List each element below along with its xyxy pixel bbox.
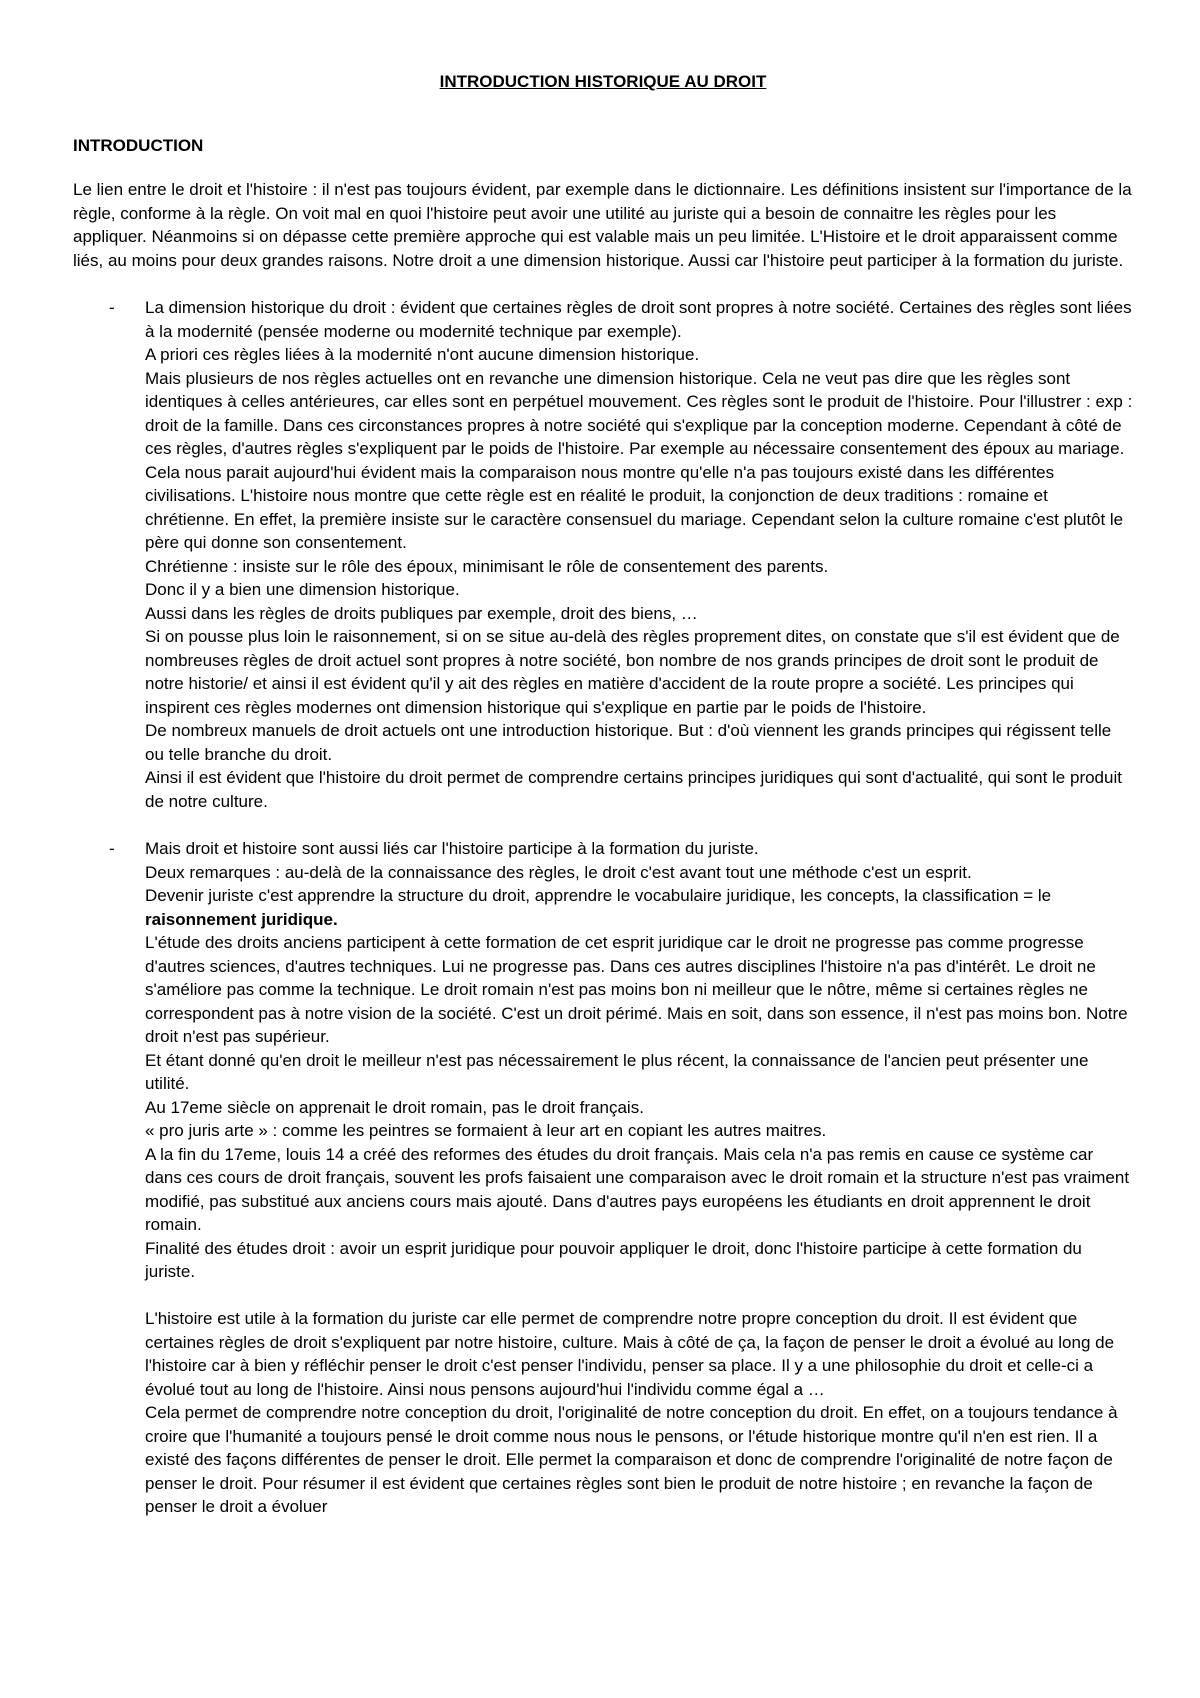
document-title: INTRODUCTION HISTORIQUE AU DROIT <box>439 72 767 91</box>
bullet1-line: Mais plusieurs de nos règles actuelles ont en revanche une dimension historique. Cela ne veut pas dire que les règles sont identiques à celles antérieures, car elles sont en perpétuel mouvement. Ces règles sont le produit de l'histoire. Pour l'illustrer : exp : droit de la famille. Dans ces circonstances propres à notre société qui s'explique par la conception moderne. Cependant à côté de ces règles, d'autres règles s'expliquent par le poids de l'histoire. Par exemple au nécessaire consentement des époux au mariage. Cela nous parait aujourd'hui évident mais la comparaison nous montre qu'elle n'a pas toujours existé dans les différentes civilisations. L'histoire nous montre que cette règle est en réalité le produit, la conjonction de deux traditions : romaine et chrétienne. En effet, la première insiste sur le caractère consensuel du mariage. Cependant selon la culture romaine c'est plutôt le père qui donne son consentement. <box>145 368 1133 552</box>
bullet1-line: Aussi dans les règles de droits publiques par exemple, droit des biens, … <box>145 603 698 623</box>
bullet1-line: Chrétienne : insiste sur le rôle des époux, minimisant le rôle de consentement des parents. <box>145 556 829 576</box>
bullet2-line: Et étant donné qu'en droit le meilleur n'est pas nécessairement le plus récent, la connaissance de l'ancien peut présenter une utilité. <box>145 1050 1089 1093</box>
bullet2-line-with-bold <box>145 884 1133 931</box>
bullet-dash: - <box>109 839 115 858</box>
paragraph-gap <box>145 1284 1133 1308</box>
bullet2-line: L'étude des droits anciens participent à cette formation de cet esprit juridique car le droit ne progresse pas comme progresse d'autres sciences, d'autres techniques. Lui ne progresse pas. Dans ces autres disciplines l'histoire n'a pas d'intérêt. Le droit ne s'améliore pas comme la technique. Le droit romain n'est pas moins bon ni meilleur que le nôtre, même si certaines règles ne correspondent pas à notre vision de la société. C'est un droit périmé. Mais en soit, dans son essence, il n'est pas moins bon. Notre droit n'est pas supérieur. <box>145 933 1128 1046</box>
bullet2-line: Au 17eme siècle on apprenait le droit romain, pas le droit français. <box>145 1097 644 1117</box>
bullet1-line: De nombreux manuels de droit actuels ont une introduction historique. But : d'où viennent les grands principes qui régissent telle ou telle branche du droit. <box>145 721 1112 764</box>
bullet-item-historical-dimension <box>73 296 1133 813</box>
bullet2-line: Deux remarques : au-delà de la connaissance des règles, le droit c'est avant tout une méthode c'est un esprit. <box>145 862 972 882</box>
bullet2-line: A la fin du 17eme, louis 14 a créé des reformes des études du droit français. Mais cela n'a pas remis en cause ce système car dans ces cours de droit français, souvent les profs faisaient une comparaison avec le droit romain et la structure n'est pas vraiment modifié, pas substitué aux anciens cours mais ajouté. Dans d'autres pays européens les étudiants en droit apprennent le droit romain. <box>145 1144 1130 1234</box>
intro-paragraph: Le lien entre le droit et l'histoire : il n'est pas toujours évident, par exemple dans le dictionnaire. Les définitions insistent sur l'importance de la règle, conforme à la règle. On voit mal en quoi l'histoire peut avoir une utilité au juriste qui a besoin de connaitre les règles pour les appliquer. Néanmoins si on dépasse cette première approche qui est valable mais un peu limitée. L'Histoire et le droit apparaissent comme liés, au moins pour deux grandes raisons. Notre droit a une dimension historique. Aussi car l'histoire peut participer à la formation du juriste. <box>73 180 1132 270</box>
bullet-item-jurist-training <box>73 837 1133 1519</box>
document-page <box>73 70 1133 1543</box>
bullet1-line: Si on pousse plus loin le raisonnement, si on se situe au-delà des règles proprement dites, on constate que s'il est évident que de nombreuses règles de droit actuel sont propres à notre société, bon nombre de nos grands principes de droit sont le produit de notre historie/ et ainsi il est évident qu'il y ait des règles en matière d'accident de la route propre a société. Les principes qui inspirent ces règles modernes ont dimension historique qui s'explique en partie par le poids de l'histoire. <box>145 627 1120 717</box>
bullet2-text: Devenir juriste c'est apprendre la structure du droit, apprendre le vocabulaire juridique, les concepts, la classification = le <box>145 886 1052 905</box>
bullet-dash: - <box>109 298 115 317</box>
bullet1-line: Donc il y a bien une dimension historique. <box>145 580 460 599</box>
bullet2-line: Finalité des études droit : avoir un esprit juridique pour pouvoir appliquer le droit, donc l'histoire participe à cette formation du juriste. <box>145 1238 1082 1281</box>
bullet2-line: L'histoire est utile à la formation du juriste car elle permet de comprendre notre propre conception du droit. Il est évident que certaines règles de droit s'expliquent par notre histoire, culture. Mais à côté de ça, la façon de penser le droit a évolué au long de l'histoire car à bien y réfléchir penser le droit c'est penser l'individu, penser sa place. Il y a une philosophie du droit et celle-ci a évolué tout au long de l'histoire. Ainsi nous pensons aujourd'hui l'individu comme égal a … <box>145 1309 1115 1399</box>
bullet1-line: Ainsi il est évident que l'histoire du droit permet de comprendre certains principes juridiques qui sont d'actualité, qui sont le produit de notre culture. <box>145 768 1122 811</box>
bullet2-line: Mais droit et histoire sont aussi liés car l'histoire participe à la formation du juriste. <box>145 839 759 858</box>
bullet1-line: La dimension historique du droit : évident que certaines règles de droit sont propres à notre société. Certaines des règles sont liées à la modernité (pensée moderne ou modernité technique par exemple). <box>145 298 1132 341</box>
bullet2-line: Cela permet de comprendre notre conception du droit, l'originalité de notre conception du droit. En effet, on a toujours tendance à croire que l'humanité a toujours pensé le droit comme nous nous le pensons, or l'étude historique montre qu'il n'en est rien. Il a existé des façons différentes de penser le droit. Elle permet la comparaison et donc de comprendre l'originalité de notre façon de penser le droit. Pour résumer il est évident que certaines règles sont bien le produit de notre histoire ; en revanche la façon de penser le droit a évoluer <box>145 1403 1118 1516</box>
bullet1-line: A priori ces règles liées à la modernité n'ont aucune dimension historique. <box>145 345 700 364</box>
bullet2-line: « pro juris arte » : comme les peintres se formaient à leur art en copiant les autres maitres. <box>145 1121 827 1140</box>
section-heading: INTRODUCTION <box>73 136 204 155</box>
bold-emphasis: raisonnement juridique. <box>145 909 338 929</box>
